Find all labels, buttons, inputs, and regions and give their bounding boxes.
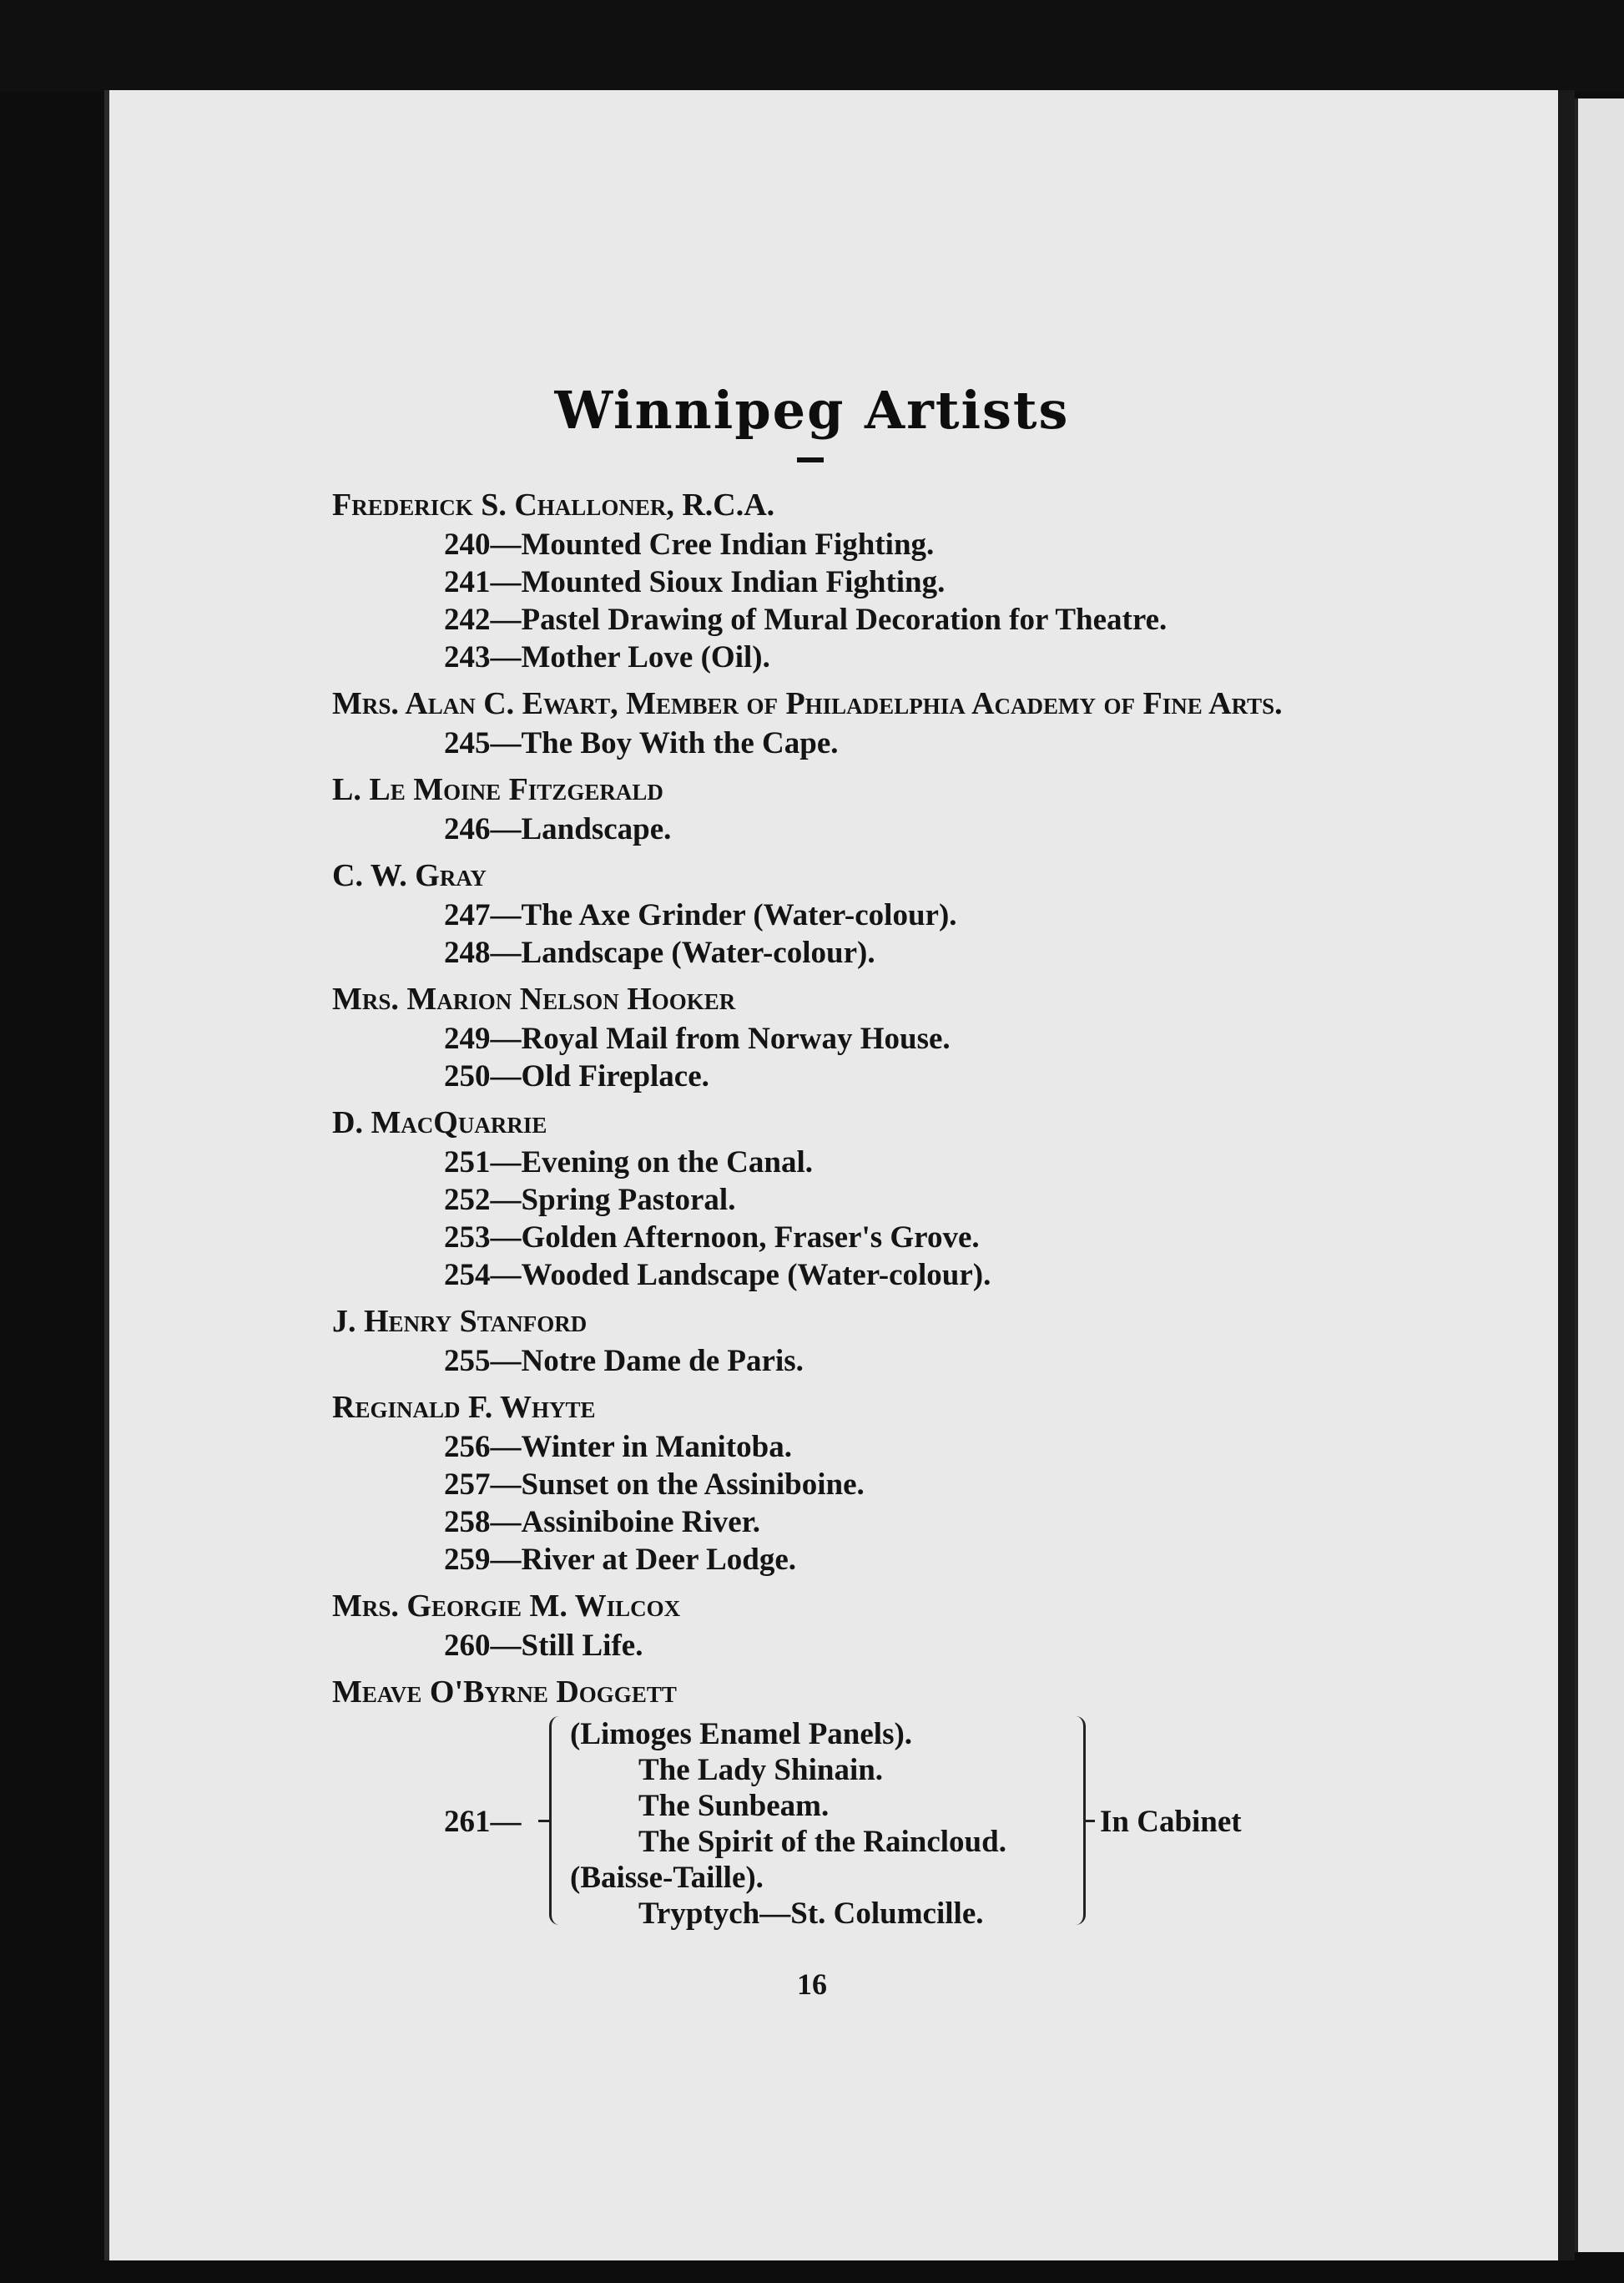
work-list: [332, 1144, 1417, 1294]
group-line: The Sunbeam.: [638, 1789, 830, 1823]
work-item: 260—Still Life.: [444, 1629, 643, 1663]
artist-entry: [332, 1386, 1417, 1578]
title-rule: [797, 457, 824, 462]
right-brace-tip: [1083, 1820, 1095, 1822]
artist-entry: [332, 1585, 1417, 1664]
artist-name: Mrs. Alan C. Ewart, Member of Philadelphia Academy of Fine Arts.: [332, 686, 1283, 721]
page-number: 16: [797, 1967, 827, 2001]
artist-name: Mrs. Marion Nelson Hooker: [332, 982, 736, 1017]
group-lines: [570, 1716, 1006, 1932]
artist-entry: [332, 1102, 1417, 1294]
artist-name: L. Le Moine Fitzgerald: [332, 772, 663, 807]
artist-list: [332, 477, 1417, 1935]
work-item: 240—Mounted Cree Indian Fighting.: [444, 528, 935, 562]
group-number: 261—: [444, 1805, 522, 1839]
group-line: Tryptych—St. Columcille.: [638, 1897, 984, 1931]
artist-entry: [332, 1671, 1417, 1935]
work-item: 249—Royal Mail from Norway House.: [444, 1022, 951, 1056]
work-item: 258—Assiniboine River.: [444, 1505, 760, 1539]
artist-name: C. W. Gray: [332, 858, 487, 893]
work-list: [332, 811, 1417, 848]
work-group: [332, 1716, 1417, 1935]
work-list: [332, 897, 1417, 972]
group-note: In Cabinet: [1100, 1805, 1242, 1839]
group-line: (Baisse-Taille).: [570, 1861, 764, 1895]
page-title: Winnipeg Artists: [554, 380, 1070, 441]
work-item: 242—Pastel Drawing of Mural Decoration for Theatre.: [444, 603, 1168, 637]
artist-name: Reginald F. Whyte: [332, 1390, 596, 1425]
work-list: [332, 1428, 1417, 1578]
group-line: The Spirit of the Raincloud.: [638, 1825, 1006, 1859]
work-list: [332, 1627, 1417, 1664]
work-item: 251—Evening on the Canal.: [444, 1145, 814, 1179]
artist-entry: [332, 855, 1417, 972]
work-item: 243—Mother Love (Oil).: [444, 640, 770, 674]
group-line: The Lady Shinain.: [638, 1753, 884, 1787]
work-list: [332, 725, 1417, 762]
artist-name: Frederick S. Challoner, R.C.A.: [332, 487, 775, 523]
work-item: 241—Mounted Sioux Indian Fighting.: [444, 565, 946, 599]
work-item: 246—Landscape.: [444, 812, 672, 846]
artist-name: D. MacQuarrie: [332, 1105, 547, 1140]
artist-name: J. Henry Stanford: [332, 1304, 588, 1339]
work-item: 247—The Axe Grinder (Water-colour).: [444, 898, 957, 932]
work-item: 255—Notre Dame de Paris.: [444, 1344, 804, 1378]
artist-entry: [332, 769, 1417, 848]
work-item: 253—Golden Afternoon, Fraser's Grove.: [444, 1220, 980, 1255]
work-item: 257—Sunset on the Assiniboine.: [444, 1467, 865, 1502]
scan-border: [0, 0, 1624, 92]
work-list: [332, 1342, 1417, 1380]
left-brace-tip: [538, 1820, 552, 1822]
artist-entry: [332, 978, 1417, 1095]
work-item: 250—Old Fireplace.: [444, 1059, 709, 1094]
group-line: (Limoges Enamel Panels).: [570, 1717, 913, 1751]
artist-entry: [332, 1301, 1417, 1380]
artist-entry: [332, 683, 1417, 762]
work-item: 254—Wooded Landscape (Water-colour).: [444, 1258, 991, 1292]
artist-entry: [332, 484, 1417, 676]
work-item: 245—The Boy With the Cape.: [444, 726, 839, 760]
work-list: [332, 1020, 1417, 1095]
work-item: 259—River at Deer Lodge.: [444, 1543, 796, 1577]
work-item: 256—Winter in Manitoba.: [444, 1430, 792, 1464]
work-item: 248—Landscape (Water-colour).: [444, 936, 875, 970]
artist-name: Meave O'Byrne Doggett: [332, 1674, 677, 1710]
left-brace: [549, 1716, 570, 1925]
artist-name: Mrs. Georgie M. Wilcox: [332, 1589, 681, 1624]
work-item: 252—Spring Pastoral.: [444, 1183, 736, 1217]
work-list: [332, 526, 1417, 676]
